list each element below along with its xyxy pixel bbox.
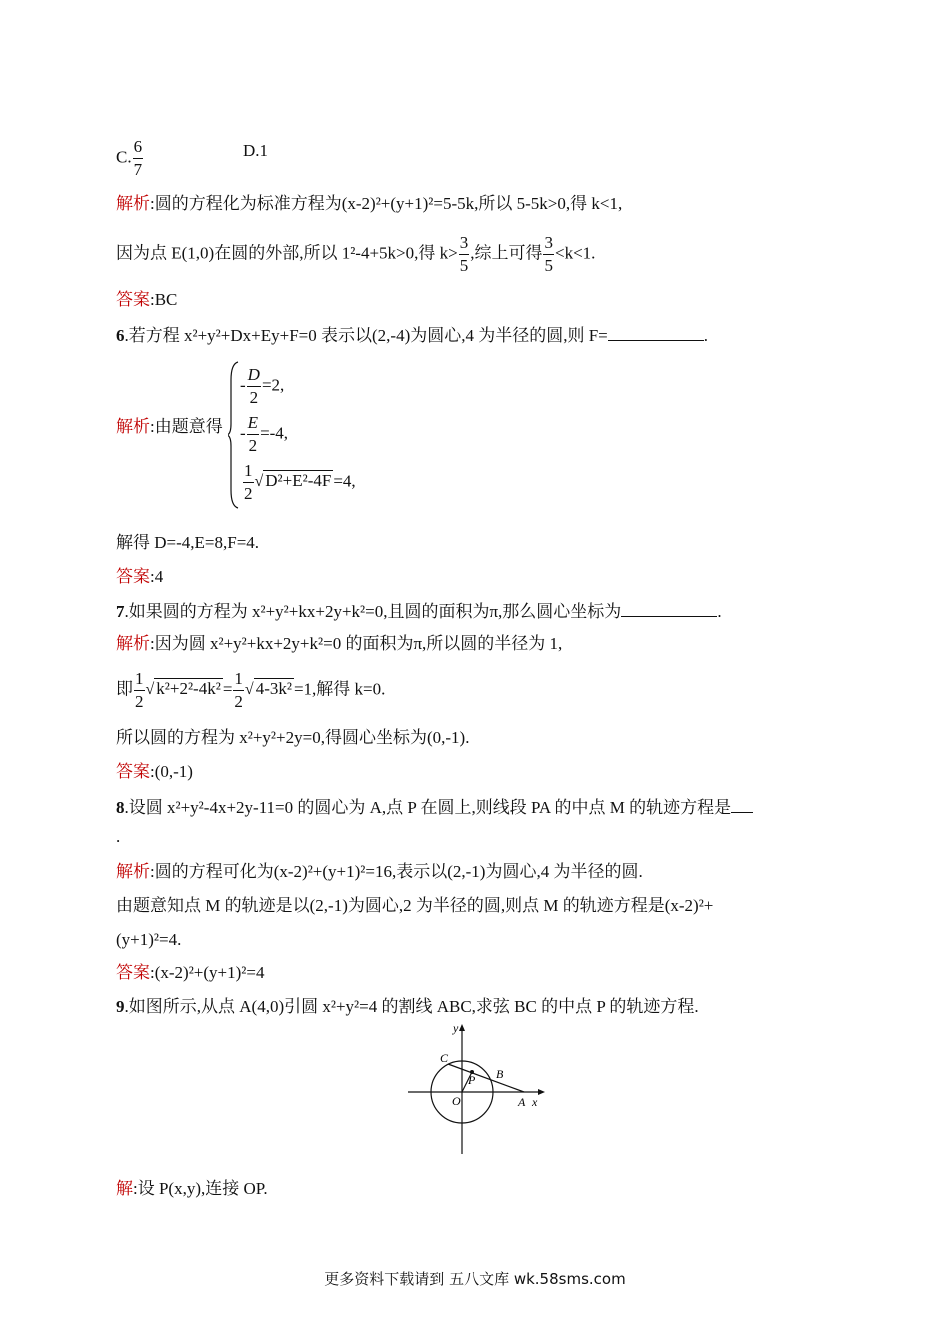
label-b: B (496, 1067, 504, 1081)
answer-8: 答案:(x-2)²+(y+1)²=4 (116, 963, 265, 982)
sqrt-icon: √ (145, 681, 155, 699)
answer-blank (621, 600, 717, 617)
label-a: A (518, 1095, 526, 1109)
sqrt-icon: √ (244, 681, 254, 699)
question-6: 6.若方程 x²+y²+Dx+Ey+F=0 表示以(2,-4)为圆心,4 为半径的圆,则 F= . (116, 326, 709, 345)
analysis-7-line-2: 即 $\frac{1}{2}$ √ k²+2²-4k² = $\frac{1}{2}$ √ 4-3k² =1,解得 k=0. (116, 669, 386, 711)
solution-6: 解得 D=-4,E=8,F=4. (116, 533, 260, 552)
answer-label: 答案 (116, 963, 150, 982)
system-row-2: - $\frac{E}{2}$ =-4, (240, 413, 289, 455)
y-axis-arrow (459, 1024, 465, 1031)
circle-secant-figure (400, 1020, 550, 1160)
answer-label: 答案 (116, 567, 150, 586)
question-7: 7.如果圆的方程为 x²+y²+kx+2y+k²=0,且圆的面积为π,那么圆心坐标为 . (116, 602, 722, 621)
label-c: C (440, 1051, 449, 1065)
question-8-tail: . (116, 827, 121, 846)
fraction-3-5: $\frac{3}{5}$ (544, 233, 553, 275)
solution-9-line-1: 解:设 P(x,y),连接 OP. (116, 1179, 268, 1198)
analysis-6-intro: 解析:由题意得 (116, 417, 223, 436)
footer-text: 更多资料下载请到 五八文库 wk.58sms.com (324, 1270, 626, 1288)
label-o: O (452, 1094, 461, 1108)
sqrt-icon: √ (254, 473, 264, 491)
analysis-7-line-3: 所以圆的方程为 x²+y²+2y=0,得圆心坐标为(0,-1). (116, 728, 470, 747)
secant-line (448, 1064, 524, 1092)
answer-label: 答案 (116, 290, 150, 309)
question-8: 8.设圆 x²+y²-4x+2y-11=0 的圆心为 A,点 P 在圆上,则线段 PA 的中点 M 的轨迹方程是 (116, 796, 753, 819)
analysis-8-line-2: 由题意知点 M 的轨迹是以(2,-1)为圆心,2 为半径的圆,则点 M 的轨迹方程是(x-2)²+ (116, 896, 714, 915)
system-row-3: $\frac{1}{2}$ √ D²+E²-4F =4, (244, 461, 356, 503)
fraction-3-5: $\frac{3}{5}$ (459, 233, 469, 275)
question-9: 9.如图所示,从点 A(4,0)引圆 x²+y²=4 的割线 ABC,求弦 BC 的中点 P 的轨迹方程. (116, 997, 699, 1016)
analysis-5-line-2: 因为点 E(1,0)在圆的外部,所以 1²-4+5k>0,得 k> $\frac{3}{5}$ ,综上可得 $\frac{3}{5}$ <k<1. (116, 233, 596, 275)
answer-7: 答案:(0,-1) (116, 762, 193, 781)
answer-label: 答案 (116, 762, 150, 781)
option-d: D.1 (243, 141, 269, 160)
system-brace (228, 360, 240, 510)
answer-blank (731, 796, 753, 813)
label-p: P (468, 1073, 476, 1087)
system-row-1: - $\frac{D}{2}$ =2, (240, 365, 285, 407)
label-y: y (453, 1021, 459, 1035)
fraction-6-7: $\frac{6}{7}$ (133, 137, 143, 179)
analysis-7-line-1: 解析:因为圆 x²+y²+kx+2y+k²=0 的面积为π,所以圆的半径为 1, (116, 634, 563, 653)
answer-5: 答案:BC (116, 290, 178, 309)
label-x: x (532, 1095, 538, 1109)
analysis-8-line-3: (y+1)²=4. (116, 930, 182, 949)
analysis-8-line-1: 解析:圆的方程可化为(x-2)²+(y+1)²=16,表示以(2,-1)为圆心,4 为半径的圆. (116, 862, 643, 881)
answer-blank (608, 324, 704, 341)
analysis-label: 解析 (116, 634, 150, 653)
solution-label: 解 (116, 1179, 133, 1198)
option-c: C. $\frac{6}{7}$ (116, 137, 143, 179)
analysis-5-line-1: 解析:圆的方程化为标准方程为(x-2)²+(y+1)²=5-5k,所以 5-5k>0,得 k<1, (116, 194, 623, 213)
analysis-label: 解析 (116, 194, 150, 213)
analysis-label: 解析 (116, 417, 150, 436)
analysis-label: 解析 (116, 862, 150, 881)
answer-6: 答案:4 (116, 567, 164, 586)
x-axis-arrow (538, 1089, 545, 1095)
